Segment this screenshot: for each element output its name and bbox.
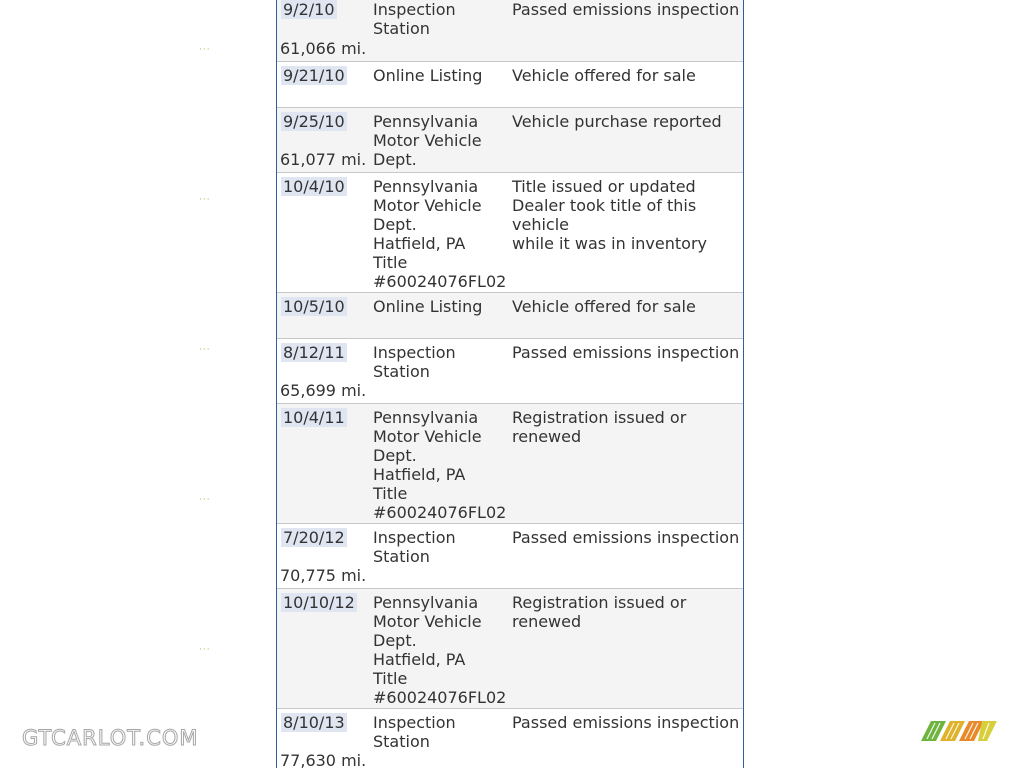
record-source-line: Pennsylvania xyxy=(373,177,479,196)
record-event-line: Vehicle offered for sale xyxy=(512,297,696,316)
record-event-line: Title issued or updated xyxy=(512,177,696,196)
record-date: 8/12/11 xyxy=(283,343,345,362)
record-source-line: #60024076FL02 xyxy=(373,503,507,522)
record-source-line: #60024076FL02 xyxy=(373,688,507,707)
record-source-line: Motor Vehicle xyxy=(373,427,482,446)
record-source-line: Pennsylvania xyxy=(373,593,479,612)
record-source-line: Dept. xyxy=(373,215,417,234)
record-date: 10/10/12 xyxy=(283,593,355,612)
history-record xyxy=(277,0,743,62)
record-event-line: Vehicle offered for sale xyxy=(512,66,696,85)
record-source-line: Dept. xyxy=(373,446,417,465)
side-marker: ··· xyxy=(199,45,211,55)
record-source-line: Dept. xyxy=(373,150,417,169)
record-event xyxy=(512,112,742,131)
history-record xyxy=(277,709,743,768)
record-mileage: 65,699 mi. xyxy=(280,381,367,400)
record-source xyxy=(373,528,503,566)
record-source xyxy=(373,297,503,316)
record-source-line: Inspection Station xyxy=(373,0,456,38)
record-source-line: Title xyxy=(373,669,408,688)
record-event xyxy=(512,593,742,631)
record-source xyxy=(373,112,503,169)
history-record xyxy=(277,62,743,108)
history-record xyxy=(277,293,743,339)
record-mileage: 61,077 mi. xyxy=(280,150,367,169)
history-record xyxy=(277,589,743,709)
record-source xyxy=(373,66,503,85)
record-event-line: Passed emissions inspection xyxy=(512,713,740,732)
record-source xyxy=(373,593,507,707)
record-event-line: Passed emissions inspection xyxy=(512,0,740,19)
record-source-line: Motor Vehicle xyxy=(373,131,482,150)
record-event-line: Dealer took title of this vehicle xyxy=(512,196,697,234)
record-source-line: Hatfield, PA xyxy=(373,234,466,253)
record-source xyxy=(373,343,503,381)
record-event xyxy=(512,177,742,253)
stripe-logo-icon xyxy=(921,721,997,741)
record-event xyxy=(512,297,742,316)
record-event xyxy=(512,66,742,85)
record-mileage: 70,775 mi. xyxy=(280,566,367,585)
record-date: 10/5/10 xyxy=(283,297,345,316)
side-marker: ··· xyxy=(199,195,211,205)
gtcarlot-watermark: GTCARLOT.COM xyxy=(22,726,199,750)
record-source-line: Pennsylvania xyxy=(373,112,479,131)
record-source-line: Hatfield, PA xyxy=(373,650,466,669)
record-event xyxy=(512,528,742,547)
record-source-line: Motor Vehicle xyxy=(373,196,482,215)
record-date: 9/21/10 xyxy=(283,66,345,85)
record-source-line: #60024076FL02 xyxy=(373,272,507,291)
record-date: 10/4/11 xyxy=(283,408,345,427)
side-marker: ··· xyxy=(199,345,211,355)
record-source xyxy=(373,0,503,38)
history-record xyxy=(277,524,743,589)
record-source-line: Inspection Station xyxy=(373,343,456,381)
record-event xyxy=(512,408,742,446)
record-source-line: Hatfield, PA xyxy=(373,465,466,484)
record-event-line: Registration issued or renewed xyxy=(512,408,687,446)
record-source-line: Inspection Station xyxy=(373,528,456,566)
record-date: 8/10/13 xyxy=(283,713,345,732)
record-source-line: Dept. xyxy=(373,631,417,650)
record-date: 7/20/12 xyxy=(283,528,345,547)
history-record xyxy=(277,173,743,293)
record-source xyxy=(373,713,503,751)
record-event-line: while it was in inventory xyxy=(512,234,707,253)
record-source-line: Title xyxy=(373,484,408,503)
record-source-line: Title xyxy=(373,253,408,272)
history-record xyxy=(277,108,743,173)
record-event xyxy=(512,0,742,19)
record-source-line: Inspection Station xyxy=(373,713,456,751)
side-marker: ··· xyxy=(199,495,211,505)
record-source xyxy=(373,177,507,291)
record-source-line: Pennsylvania xyxy=(373,408,479,427)
record-event xyxy=(512,713,742,732)
history-record xyxy=(277,339,743,404)
history-record xyxy=(277,404,743,524)
record-mileage: 77,630 mi. xyxy=(280,751,367,768)
record-mileage: 61,066 mi. xyxy=(280,39,367,58)
record-source xyxy=(373,408,507,522)
record-source-line: Motor Vehicle xyxy=(373,612,482,631)
record-event xyxy=(512,343,742,362)
record-source-line: Online Listing xyxy=(373,297,483,316)
record-event-line: Passed emissions inspection xyxy=(512,528,740,547)
vehicle-history-table xyxy=(276,0,744,768)
record-source-line: Online Listing xyxy=(373,66,483,85)
record-date: 10/4/10 xyxy=(283,177,345,196)
record-event-line: Registration issued or renewed xyxy=(512,593,687,631)
record-date: 9/25/10 xyxy=(283,112,345,131)
record-event-line: Vehicle purchase reported xyxy=(512,112,722,131)
record-date: 9/2/10 xyxy=(283,0,335,19)
side-marker: ··· xyxy=(199,645,211,655)
record-event-line: Passed emissions inspection xyxy=(512,343,740,362)
